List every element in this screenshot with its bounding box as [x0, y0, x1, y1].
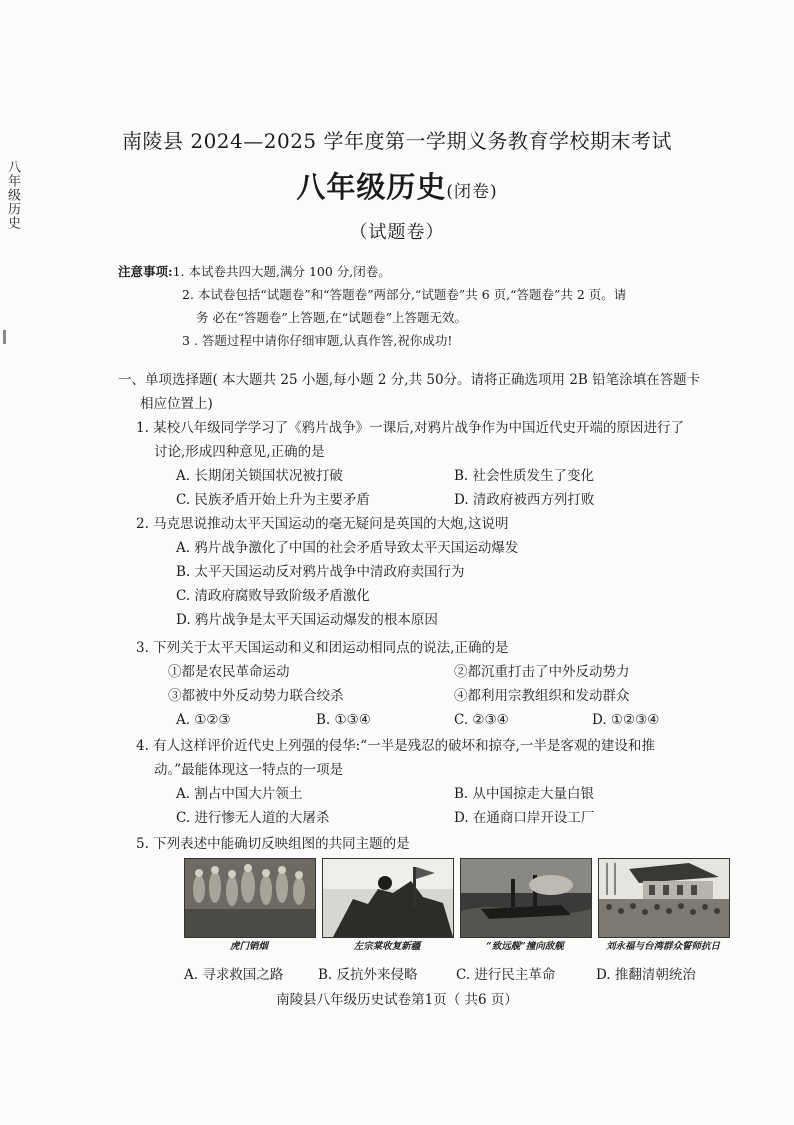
note-item-2: 2. 本试卷包括“试题卷”和“答题卷”两部分,“试题卷”共 6 页,“答题卷”共 2 页。请: [182, 287, 627, 302]
exam-title: 南陵县 2024—2025 学年度第一学期义务教育学校期末考试: [121, 129, 672, 153]
q5-option-a: A. 寻求救国之路: [184, 967, 284, 983]
humen-opium-burning-image: [184, 858, 316, 938]
q3-option-c: C. ②③④: [454, 712, 509, 728]
q3-option-b: B. ①③④: [316, 712, 371, 728]
question-1-stem-cont: 讨论,形成四种意见,正确的是: [154, 444, 325, 460]
notes-lead: 注意事项:: [118, 264, 173, 279]
subject-name: 八年级历史: [296, 170, 447, 204]
question-4-stem-cont: 动。”最能体现这一特点的一项是: [154, 762, 344, 778]
q5-option-d: D. 推翻清朝统治: [596, 967, 696, 983]
question-5-options: [184, 963, 744, 987]
zhiyuan-ship-image: [460, 858, 592, 938]
question-4: [136, 734, 736, 830]
note-item-2-cont: 务 必在“答题卷”上答题,在“试题卷”上答题无效。: [196, 310, 468, 325]
q5-option-b: B. 反抗外来侵略: [318, 967, 418, 983]
note-item-3: 3 . 答题过程中请你仔细审题,认真作答,祝你成功!: [182, 333, 453, 348]
q2-option-b: B. 太平天国运动反对鸦片战争中清政府卖国行为: [176, 564, 465, 580]
question-3: [136, 636, 736, 732]
q4-option-a: A. 割占中国大片领土: [176, 786, 303, 802]
q1-option-a: A. 长期闭关锁国状况被打破: [176, 468, 343, 484]
q4-option-c: C. 进行惨无人道的大屠杀: [176, 810, 330, 826]
caption-4: 刘永福与台湾群众誓师抗日: [605, 941, 720, 952]
section-heading-text: 一、单项选择题( 本大题共 25 小题,每小题 2 分,共 50分。请将正确选项用 2B 铅笔涂填在答题卡: [118, 372, 701, 388]
question-2-stem: 2. 马克思说推动太平天国运动的毫无疑问是英国的大炮,这说明: [136, 516, 509, 532]
q3-option-a: A. ①②③: [176, 712, 231, 728]
question-4-stem: 4. 有人这样评价近代史上列强的侵华:“一半是残忍的破坏和掠夺,一半是客观的建设和推: [136, 738, 655, 754]
question-3-stem: 3. 下列关于太平天国运动和义和团运动相同点的说法,正确的是: [136, 640, 509, 656]
question-1: [136, 416, 736, 512]
q3-statement-1: ①都是农民革命运动: [168, 664, 290, 680]
paper-type: （试题卷）: [349, 222, 445, 243]
q2-option-c: C. 清政府腐败导致阶级矛盾激化: [176, 588, 370, 604]
section-heading-cont: 相应位置上): [140, 396, 213, 412]
exam-notes: [118, 260, 758, 352]
question-5: [136, 832, 736, 856]
q4-option-b: B. 从中国掠走大量白银: [454, 786, 595, 802]
caption-2: 左宗棠收复新疆: [353, 941, 421, 952]
q3-statement-2: ②都沉重打击了中外反动势力: [454, 664, 630, 680]
q5-option-c: C. 进行民主革命: [456, 967, 556, 983]
q1-option-b: B. 社会性质发生了变化: [454, 468, 595, 484]
zuo-zongtang-xinjiang-image: [322, 858, 454, 938]
question-5-image-group: [184, 858, 734, 958]
question-5-stem: 5. 下列表述中能确切反映组图的共同主题的是: [136, 836, 410, 852]
page-footer: 南陵县八年级历史试卷第1页（ 共6 页）: [276, 992, 518, 1008]
closed-book-note: (闭卷): [446, 182, 498, 202]
q3-statement-4: ④都利用宗教组织和发动群众: [454, 688, 630, 704]
note-item-1: 1. 本试卷共四大题,满分 100 分,闭卷。: [172, 264, 391, 279]
side-subject-label: 八年级历史: [5, 160, 20, 230]
scan-edge-mark: [3, 330, 6, 344]
question-2: [136, 512, 736, 632]
q2-option-a: A. 鸦片战争激化了中国的社会矛盾导致太平天国运动爆发: [176, 540, 519, 556]
q3-statement-3: ③都被中外反动势力联合绞杀: [168, 688, 344, 704]
q3-option-d: D. ①②③④: [592, 712, 660, 728]
subject-title: [0, 165, 794, 206]
question-1-stem: 1. 某校八年级同学学习了《鸦片战争》一课后,对鸦片战争作为中国近代史开端的原因进行了: [136, 420, 684, 436]
liu-yongfu-taiwan-image: [598, 858, 730, 938]
q1-option-c: C. 民族矛盾开始上升为主要矛盾: [176, 492, 370, 508]
caption-3: “致远舰”撞向敌舰: [486, 941, 564, 952]
caption-1: 虎门销烟: [229, 941, 268, 952]
section-heading: [118, 368, 743, 416]
q1-option-d: D. 清政府被西方列打败: [454, 492, 595, 508]
q2-option-d: D. 鸦片战争是太平天国运动爆发的根本原因: [176, 612, 438, 628]
q4-option-d: D. 在通商口岸开设工厂: [454, 810, 595, 826]
